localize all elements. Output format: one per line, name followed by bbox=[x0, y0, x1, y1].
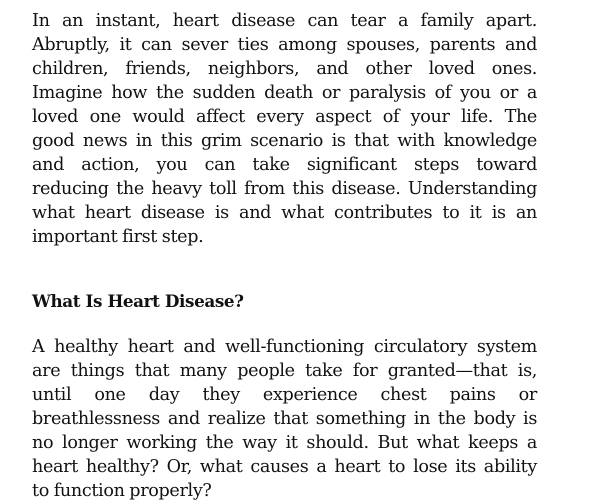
intro-paragraph bbox=[32, 9, 537, 249]
text-line: good news in this grim scenario is that with knowledge bbox=[32, 131, 537, 151]
text-line: until one day they experience chest pains or bbox=[32, 385, 537, 405]
body-paragraph bbox=[32, 335, 537, 503]
text-line: heart healthy? Or, what causes a heart to lose its ability bbox=[32, 457, 537, 477]
text-line: children, friends, neighbors, and other loved ones. bbox=[32, 59, 537, 79]
text-line: important first step. bbox=[32, 227, 204, 247]
text-line: to function properly? bbox=[32, 481, 212, 501]
text-line: what heart disease is and what contributes to it is an bbox=[32, 203, 537, 223]
text-line: In an instant, heart disease can tear a family apart. bbox=[32, 11, 537, 31]
text-line: and action, you can take significant steps toward bbox=[32, 155, 537, 175]
text-line: breathlessness and realize that something in the body is bbox=[32, 409, 537, 429]
text-line: Imagine how the sudden death or paralysis of you or a bbox=[32, 83, 537, 103]
section-heading: What Is Heart Disease? bbox=[32, 291, 244, 311]
text-line: Abruptly, it can sever ties among spouses, parents and bbox=[32, 35, 537, 55]
text-line: loved one would affect every aspect of your life. The bbox=[32, 107, 537, 127]
text-line: no longer working the way it should. But what keeps a bbox=[32, 433, 537, 453]
text-line: A healthy heart and well-functioning circulatory system bbox=[32, 337, 537, 357]
text-line: reducing the heavy toll from this disease. Understanding bbox=[32, 179, 537, 199]
text-line: are things that many people take for granted—that is, bbox=[32, 361, 537, 381]
